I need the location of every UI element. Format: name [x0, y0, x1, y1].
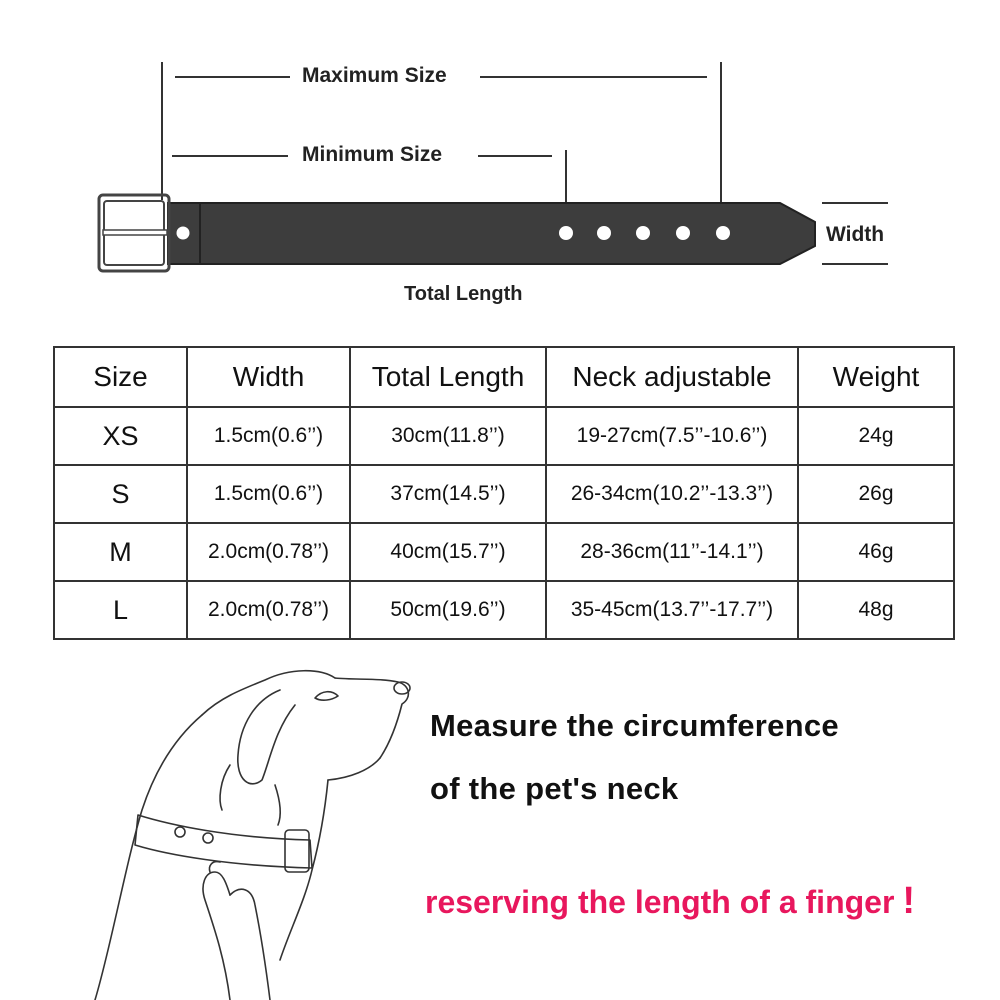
- cell-total-length: 40cm(15.7’’): [350, 523, 546, 581]
- adjust-hole-4: [676, 226, 690, 240]
- cell-total-length: 50cm(19.6’’): [350, 581, 546, 639]
- dog-collar-hole-2: [203, 833, 213, 843]
- adjust-hole-2: [597, 226, 611, 240]
- cell-neck-adjustable: 19-27cm(7.5’’-10.6’’): [546, 407, 798, 465]
- header-total-length: Total Length: [350, 347, 546, 407]
- dog-ear: [238, 690, 295, 784]
- dog-muzzle: [335, 678, 408, 758]
- header-width: Width: [187, 347, 350, 407]
- adjust-hole-5: [716, 226, 730, 240]
- dog-collar-hole-1: [175, 827, 185, 837]
- table-row: [54, 465, 954, 523]
- table-row: [54, 407, 954, 465]
- dog-jaw: [328, 758, 380, 780]
- max-size-label: Maximum Size: [296, 64, 453, 88]
- exclamation-mark: !: [902, 880, 916, 922]
- cell-total-length: 37cm(14.5’’): [350, 465, 546, 523]
- cell-width: 1.5cm(0.6’’): [187, 465, 350, 523]
- cell-weight: 46g: [798, 523, 954, 581]
- collar-illustration: [0, 0, 1000, 320]
- cell-size: L: [54, 581, 187, 639]
- header-size: Size: [54, 347, 187, 407]
- measure-instruction-line2: of the pet's neck: [430, 771, 679, 806]
- table-row: [54, 581, 954, 639]
- cell-weight: 48g: [798, 581, 954, 639]
- hand-fingertip: [209, 862, 220, 872]
- finger-reserve-note: [425, 880, 915, 923]
- dog-fur-line-2: [275, 785, 280, 825]
- finger-reserve-text: reserving the length of a finger: [425, 884, 895, 920]
- adjust-hole-1: [559, 226, 573, 240]
- buckle-hole: [177, 227, 190, 240]
- dog-illustration: [80, 660, 420, 1000]
- dog-collar-buckle: [285, 830, 309, 872]
- cell-total-length: 30cm(11.8’’): [350, 407, 546, 465]
- cell-size: S: [54, 465, 187, 523]
- hand-palm: [230, 889, 270, 1000]
- cell-width: 2.0cm(0.78’’): [187, 581, 350, 639]
- collar-diagram: [0, 0, 1000, 320]
- total-length-label: Total Length: [398, 282, 529, 306]
- cell-neck-adjustable: 28-36cm(11’’-14.1’’): [546, 523, 798, 581]
- adjust-hole-3: [636, 226, 650, 240]
- cell-weight: 26g: [798, 465, 954, 523]
- size-table: [53, 346, 955, 640]
- cell-neck-adjustable: 35-45cm(13.7’’-17.7’’): [546, 581, 798, 639]
- dog-head-outline: [202, 671, 335, 715]
- width-label: Width: [826, 223, 885, 246]
- header-weight: Weight: [798, 347, 954, 407]
- table-header-row: [54, 347, 954, 407]
- cell-width: 1.5cm(0.6’’): [187, 407, 350, 465]
- hand-finger: [203, 872, 230, 1000]
- dog-back-of-neck: [95, 715, 202, 1000]
- table-row: [54, 523, 954, 581]
- cell-weight: 24g: [798, 407, 954, 465]
- header-neck-adjustable: Neck adjustable: [546, 347, 798, 407]
- min-size-label: Minimum Size: [296, 143, 448, 167]
- cell-size: M: [54, 523, 187, 581]
- measure-instruction-line1: Measure the circumference: [430, 708, 839, 743]
- cell-neck-adjustable: 26-34cm(10.2’’-13.3’’): [546, 465, 798, 523]
- dog-throat: [280, 780, 328, 960]
- cell-width: 2.0cm(0.78’’): [187, 523, 350, 581]
- dog-fur-line-1: [220, 765, 230, 810]
- dog-eye: [315, 692, 338, 700]
- cell-size: XS: [54, 407, 187, 465]
- buckle-prong: [103, 230, 167, 235]
